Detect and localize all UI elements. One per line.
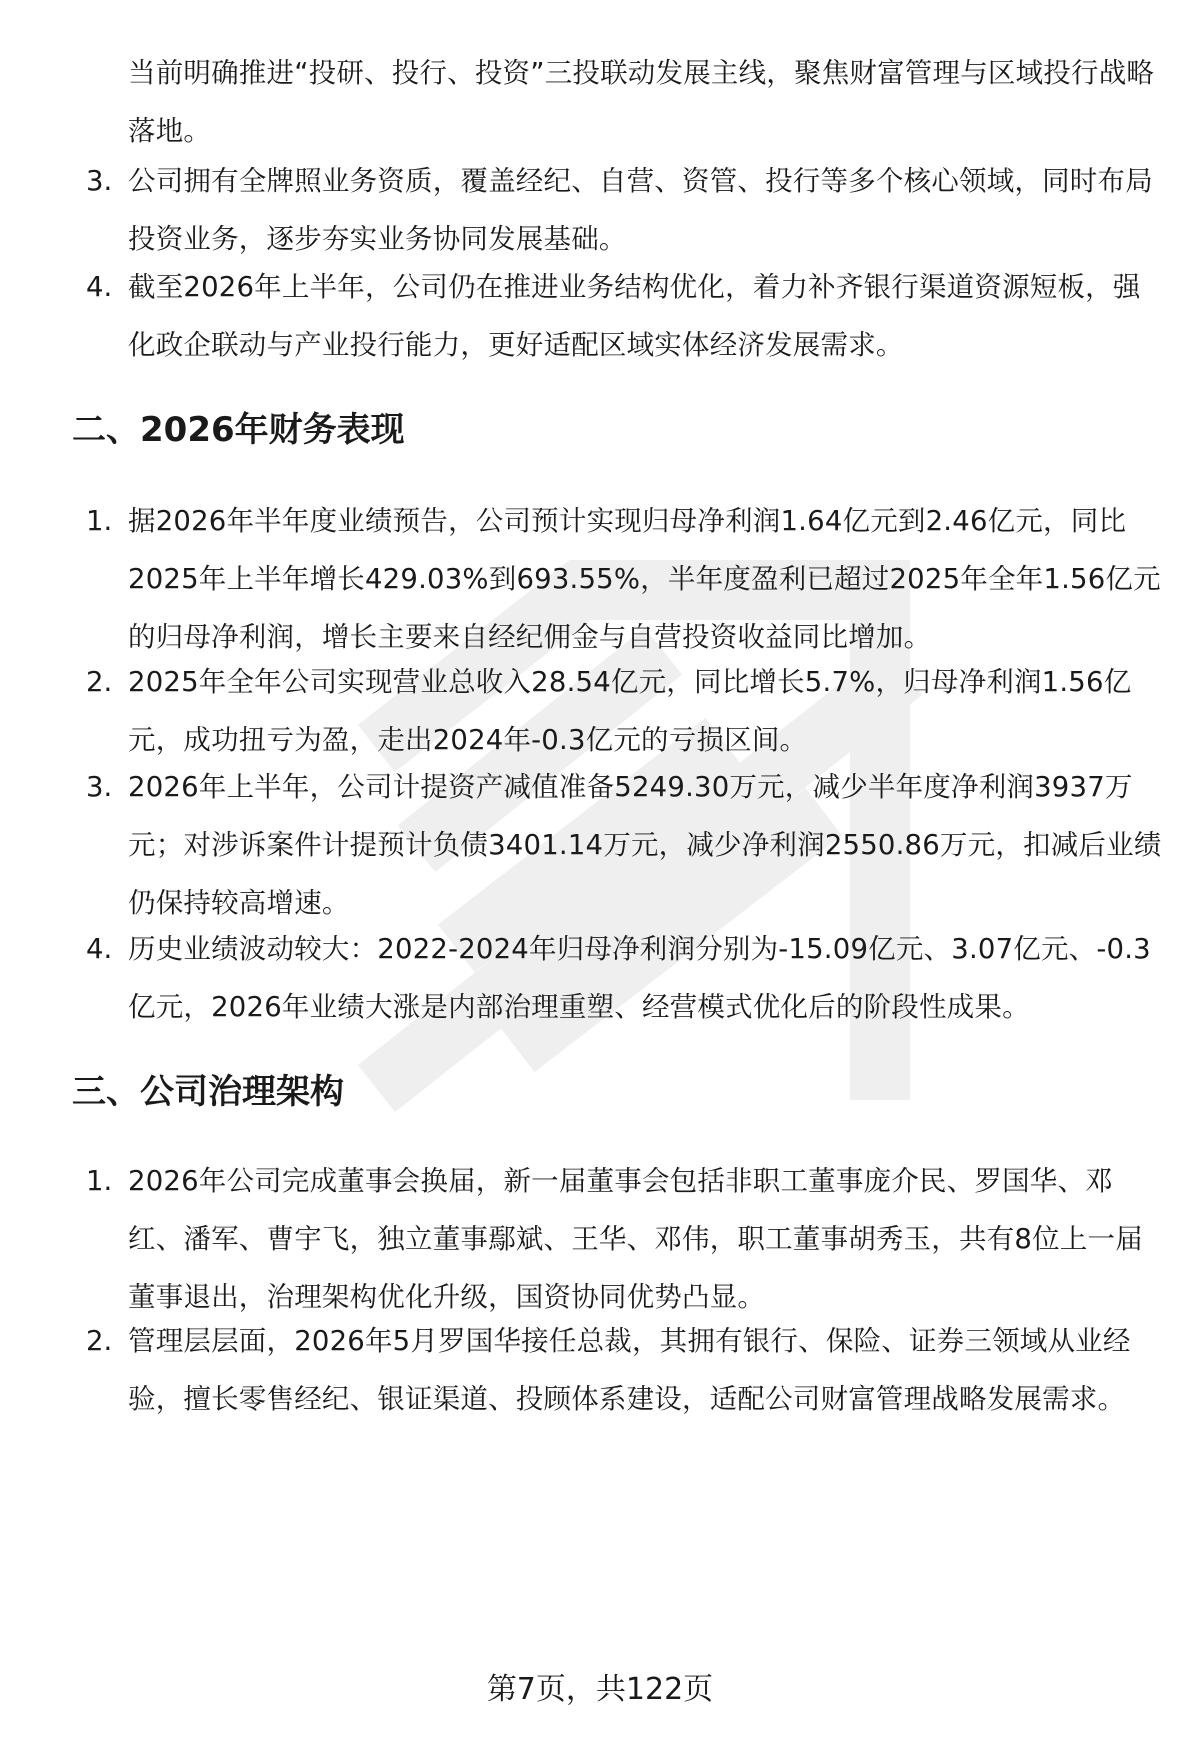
list-text: 2025年全年公司实现营业总收入28.54亿元，同比增长5.7%，归母净利润1.56亿元，成功扭亏为盈，走出2024年-0.3亿元的亏损区间。 (128, 666, 1132, 756)
list-number: 2. (86, 666, 113, 698)
section-heading-governance: 三、公司治理架构 (72, 1072, 344, 1112)
list-item (86, 258, 1166, 374)
list-number: 4. (86, 933, 113, 965)
list-item (86, 758, 1166, 932)
continuation-paragraph: 当前明确推进“投研、投行、投资”三投联动发展主线，聚焦财富管理与区域投行战略落地。 (128, 57, 1155, 147)
list-number: 3. (86, 165, 113, 197)
list-text: 截至2026年上半年，公司仍在推进业务结构优化，着力补齐银行渠道资源短板，强化政企联动与产业投行能力，更好适配区域实体经济发展需求。 (128, 271, 1141, 361)
list-number: 4. (86, 271, 113, 303)
list-item (86, 920, 1166, 1036)
list-number: 1. (86, 1165, 113, 1197)
list-text: 管理层层面，2026年5月罗国华接任总裁，其拥有银行、保险、证券三领域从业经验，擅长零售经纪、银证渠道、投顾体系建设，适配公司财富管理战略发展需求。 (128, 1325, 1131, 1415)
list-text: 公司拥有全牌照业务资质，覆盖经纪、自营、资管、投行等多个核心领域，同时布局投资业务，逐步夯实业务协同发展基础。 (128, 165, 1153, 255)
list-item (86, 152, 1166, 268)
list-number: 3. (86, 771, 113, 803)
section-heading-financial: 二、2026年财务表现 (72, 410, 405, 450)
list-number: 2. (86, 1325, 113, 1357)
list-text: 2026年上半年，公司计提资产减值准备5249.30万元，减少半年度净利润3937万元；对涉诉案件计提预计负债3401.14万元，减少净利润2550.86万元，扣减后业绩仍保持较高增速。 (128, 771, 1162, 919)
list-text: 历史业绩波动较大：2022-2024年归母净利润分别为-15.09亿元、3.07亿元、-0.3亿元，2026年业绩大涨是内部治理重塑、经营模式优化后的阶段性成果。 (128, 933, 1151, 1023)
list-text: 2026年公司完成董事会换届，新一届董事会包括非职工董事庞介民、罗国华、邓红、潘军、曹宇飞，独立董事鄢斌、王华、邓伟，职工董事胡秀玉，共有8位上一届董事退出，治理架构优化升级，国资协同优势凸显。 (128, 1165, 1143, 1313)
list-number: 1. (86, 505, 113, 537)
list-item (86, 653, 1166, 769)
list-item (86, 1152, 1166, 1326)
page-footer: 第7页，共122页 (486, 1672, 714, 1707)
list-item (86, 1312, 1166, 1428)
list-item (86, 492, 1166, 666)
list-text: 据2026年半年度业绩预告，公司预计实现归母净利润1.64亿元到2.46亿元，同比2025年上半年增长429.03%到693.55%，半年度盈利已超过2025年全年1.56亿元的归母净利润，增长主要来自经纪佣金与自营投资收益同比增加。 (128, 505, 1161, 653)
